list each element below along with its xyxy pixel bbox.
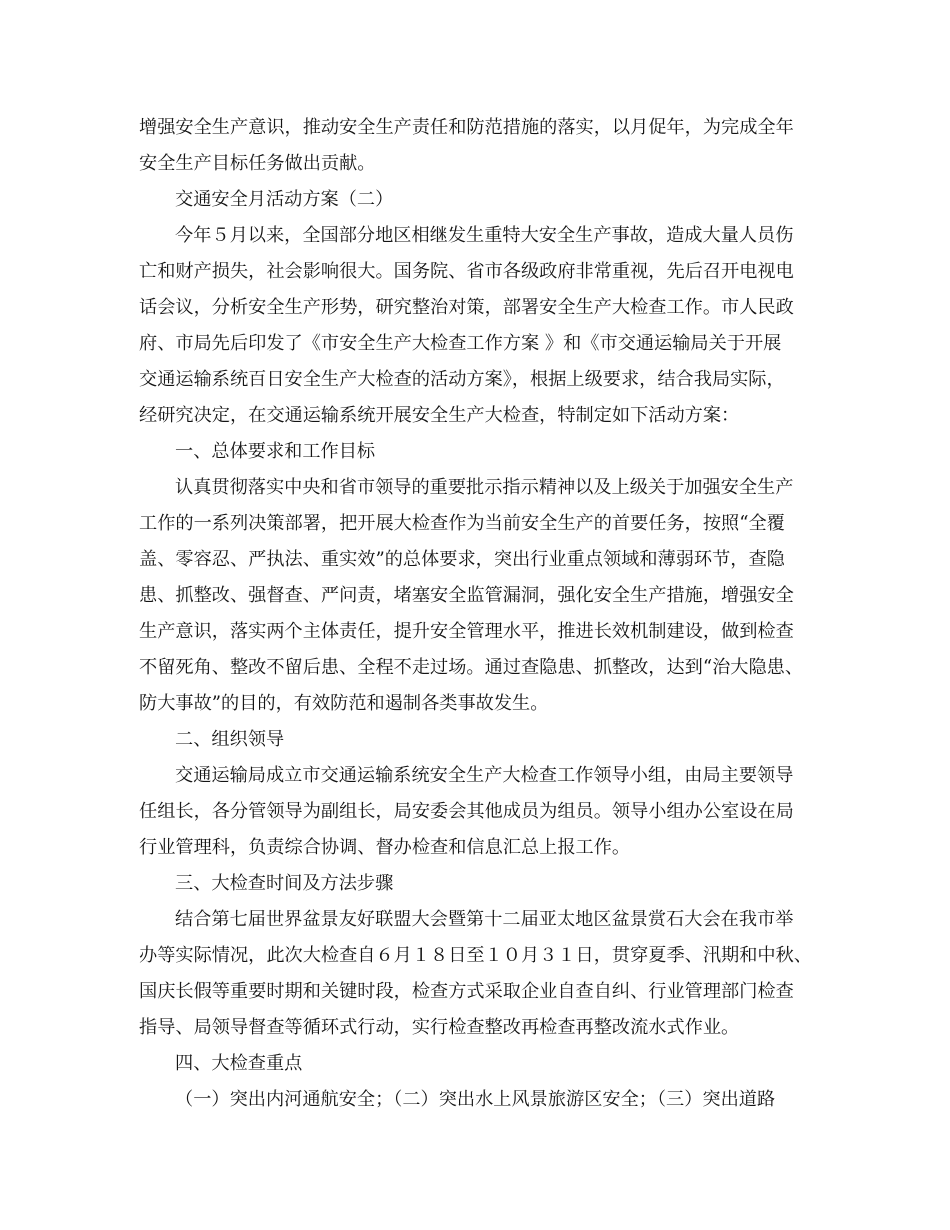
body-text-line: 指导、局领导督查等循环式行动，实行检查整改再检查再整改流水式作业。 <box>139 1017 740 1038</box>
body-text-line: 增强安全生产意识，推动安全生产责任和防范措施的落实，以月促年，为完成全年 <box>139 117 794 138</box>
body-text-line: 认真贯彻落实中央和省市领导的重要批示指示精神以及上级关于加强安全生产 <box>175 477 794 498</box>
body-text-line: 结合第七届世界盆景友好联盟大会暨第十二届亚太地区盆景赏石大会在我市举 <box>175 909 794 930</box>
body-text-line: 任组长，各分管领导为副组长，局安委会其他成员为组员。领导小组办公室设在局 <box>139 801 794 822</box>
section-title: 交通安全月活动方案（二） <box>175 189 394 210</box>
body-text-line: 行业管理科，负责综合协调、督办检查和信息汇总上报工作。 <box>139 837 631 858</box>
section-heading: 一、总体要求和工作目标 <box>175 441 376 462</box>
body-text-line: 生产意识，落实两个主体责任，提升安全管理水平，推进长效机制建设，做到检查 <box>139 621 794 642</box>
body-text-line: 亡和财产损失，社会影响很大。国务院、省市各级政府非常重视，先后召开电视电 <box>139 261 794 282</box>
body-text-line: 不留死角、整改不留后患、全程不走过场。通过查隐患、抓整改，达到“治大隐患、 <box>139 657 804 678</box>
body-text-line: 话会议，分析安全生产形势，研究整治对策，部署安全生产大检查工作。市人民政 <box>139 297 794 318</box>
body-text-line: 盖、零容忍、严执法、重实效”的总体要求，突出行业重点领域和薄弱环节，查隐 <box>139 549 785 570</box>
body-text-line: 安全生产目标任务做出贡献。 <box>139 153 376 174</box>
body-text-line: 办等实际情况，此次大检查自６月１８日至１０月３１日，贯穿夏季、汛期和中秋、 <box>139 945 812 966</box>
body-text-line: 患、抓整改、强督查、严问责，堵塞安全监管漏洞，强化安全生产措施，增强安全 <box>139 585 794 606</box>
body-text-line: 府、市局先后印发了《市安全生产大检查工作方案 》和《市交通运输局关于开展 <box>139 333 782 354</box>
body-text-line: 交通运输局成立市交通运输系统安全生产大检查工作领导小组，由局主要领导 <box>175 765 794 786</box>
section-heading: 四、大检查重点 <box>175 1053 303 1074</box>
body-text-line: 经研究决定，在交通运输系统开展安全生产大检查，特制定如下活动方案： <box>139 405 740 426</box>
section-heading: 三、大检查时间及方法步骤 <box>175 873 394 894</box>
body-text-line: （一）突出内河通航安全；（二）突出水上风景旅游区安全；（三）突出道路 <box>175 1089 776 1110</box>
body-text-line: 交通运输系统百日安全生产大检查的活动方案》，根据上级要求，结合我局实际， <box>139 369 785 390</box>
body-text-line: 工作的一系列决策部署，把开展大检查作为当前安全生产的首要任务，按照“全覆 <box>139 513 785 534</box>
body-text-line: 国庆长假等重要时期和关键时段，检查方式采取企业自查自纠、行业管理部门检查 <box>139 981 794 1002</box>
body-text-line: 防大事故”的目的，有效防范和遏制各类事故发生。 <box>139 693 549 714</box>
body-text-line: 今年５月以来，全国部分地区相继发生重特大安全生产事故，造成大量人员伤 <box>175 225 794 246</box>
section-heading: 二、组织领导 <box>175 729 285 750</box>
